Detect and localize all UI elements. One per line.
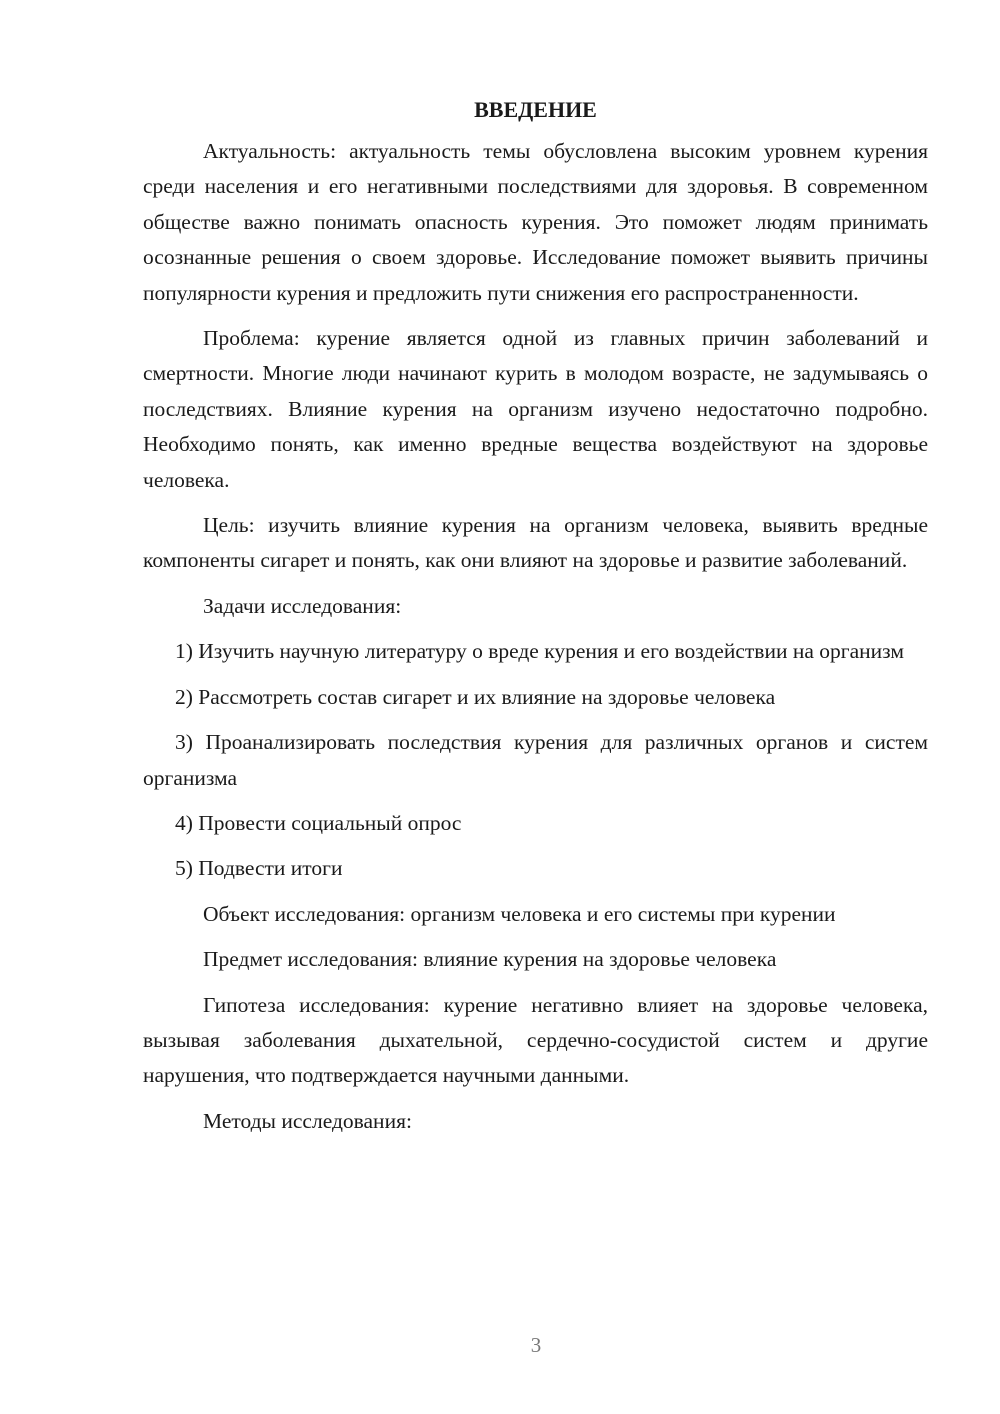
task-item-1: 1) Изучить научную литературу о вреде курения и его воздействии на организм <box>175 639 904 664</box>
paragraph-object: Объект исследования: организм человека и его системы при курении <box>203 901 836 926</box>
document-page <box>143 90 928 1139</box>
paragraph-methods: Методы исследования: <box>203 1108 412 1133</box>
task-item-5: 5) Подвести итоги <box>175 856 343 881</box>
task-item-4: 4) Провести социальный опрос <box>175 810 462 835</box>
task-item-2: 2) Рассмотреть состав сигарет и их влияние на здоровье человека <box>175 684 776 709</box>
paragraph-problem: Проблема: курение является одной из главных причин заболеваний и смертности. Многие люди начинают курить в молодом возрасте, не задумываясь о последствиях. Влияние курения на организм изучено недостаточно подробно. Необходимо понять, как именно вредные вещества воздействуют на здоровье человека. <box>143 326 928 492</box>
paragraph-subject: Предмет исследования: влияние курения на здоровье человека <box>203 947 777 972</box>
paragraph-goal: Цель: изучить влияние курения на организм человека, выявить вредные компоненты сигарет и понять, как они влияют на здоровье и развитие заболеваний. <box>143 513 928 573</box>
tasks-heading: Задачи исследования: <box>203 593 402 618</box>
paragraph-relevance: Актуальность: актуальность темы обусловлена высоким уровнем курения среди населения и его негативными последствиями для здоровья. В современном обществе важно понимать опасность курения. Это поможет людям принимать осознанные решения о своем здоровье. Исследование поможет выявить причины популярности курения и предложить пути снижения его распространенности. <box>143 139 928 305</box>
task-item-3: 3) Проанализировать последствия курения для различных органов и систем организма <box>143 730 928 790</box>
paragraph-hypothesis: Гипотеза исследования: курение негативно влияет на здоровье человека, вызывая заболевания дыхательной, сердечно-сосудистой систем и другие нарушения, что подтверждается научными данными. <box>143 992 928 1088</box>
page-number: 3 <box>530 1333 542 1357</box>
section-heading: ВВЕДЕНИЕ <box>474 97 597 122</box>
